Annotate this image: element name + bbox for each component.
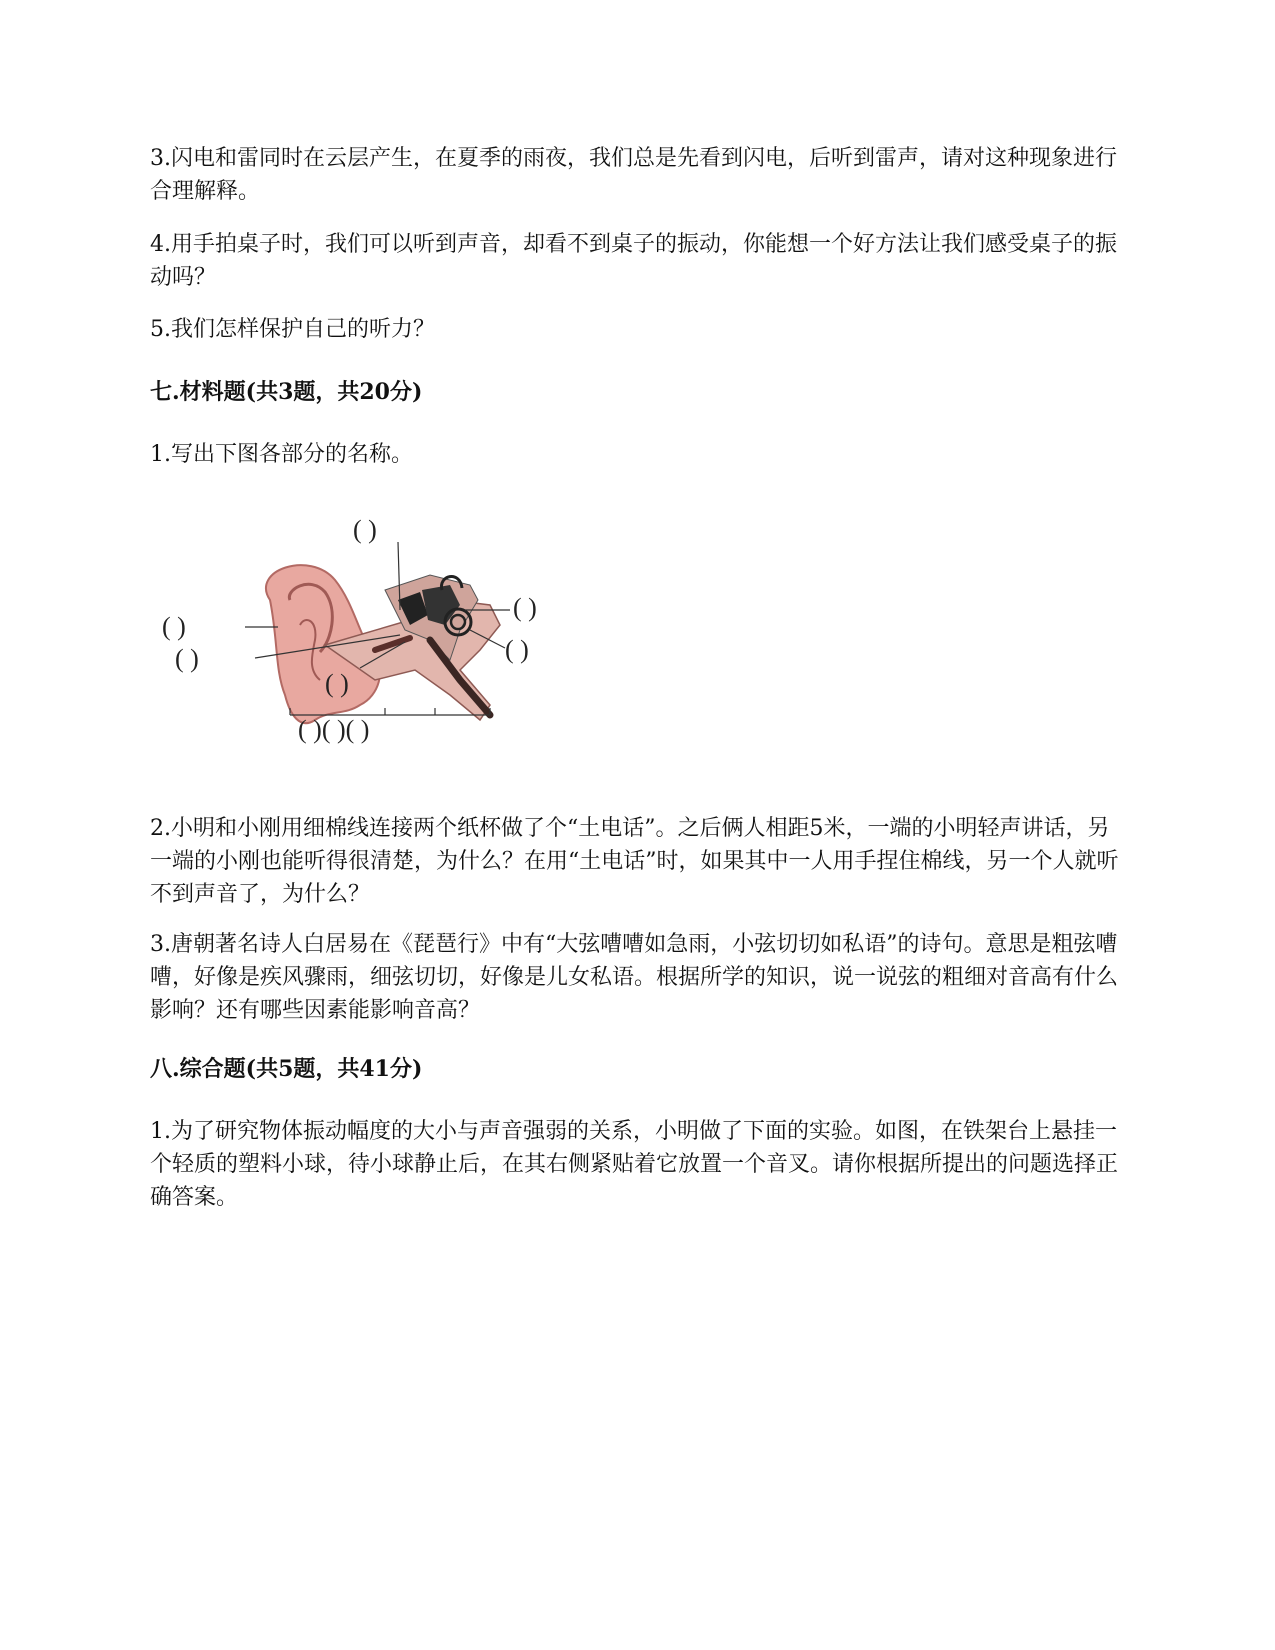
label-top: ( ) bbox=[353, 515, 377, 544]
section-7-heading: 七.材料题(共3题，共20分) bbox=[150, 379, 423, 405]
ear-anatomy-illustration bbox=[160, 515, 660, 790]
question-7-1: 1.写出下图各部分的名称。 bbox=[150, 442, 413, 467]
label-right-2: ( ) bbox=[505, 635, 529, 664]
question-7-2: 2.小明和小刚用细棉线连接两个纸杯做了个“土电话”。之后俩人相距5米，一端的小明轻声讲话，另一端的小刚也能听得很清楚，为什么？在用“土电话”时，如果其中一人用手捏住棉线，另一个人就听不到声音了，为什么？ bbox=[150, 816, 1119, 907]
ear-diagram bbox=[160, 515, 660, 790]
label-bottom-row: ( )( )( ) bbox=[298, 715, 370, 744]
question-7-3: 3.唐朝著名诗人白居易在《琵琶行》中有“大弦嘈嘈如急雨，小弦切切如私语”的诗句。意思是粗弦嘈嘈，好像是疾风骤雨，细弦切切，好像是儿女私语。根据所学的知识，说一说弦的粗细对音高有什么影响？还有哪些因素能影响音高？ bbox=[150, 932, 1119, 1023]
question-6-3: 3.闪电和雷同时在云层产生，在夏季的雨夜，我们总是先看到闪电，后听到雷声，请对这种现象进行合理解释。 bbox=[150, 146, 1117, 204]
label-right-1: ( ) bbox=[513, 593, 537, 622]
question-6-5: 5.我们怎样保护自己的听力？ bbox=[150, 317, 435, 342]
question-8-1: 1.为了研究物体振动幅度的大小与声音强弱的关系，小明做了下面的实验。如图，在铁架台上悬挂一个轻质的塑料小球，待小球静止后，在其右侧紧贴着它放置一个音叉。请你根据所提出的问题选择正确答案。 bbox=[150, 1119, 1119, 1210]
label-bottom-middle: ( ) bbox=[325, 669, 349, 698]
label-left-2: ( ) bbox=[175, 644, 199, 673]
question-6-4: 4.用手拍桌子时，我们可以听到声音，却看不到桌子的振动，你能想一个好方法让我们感受桌子的振动吗？ bbox=[150, 232, 1117, 290]
label-left-1: ( ) bbox=[162, 612, 186, 641]
section-8-heading: 八.综合题(共5题，共41分) bbox=[150, 1056, 423, 1082]
